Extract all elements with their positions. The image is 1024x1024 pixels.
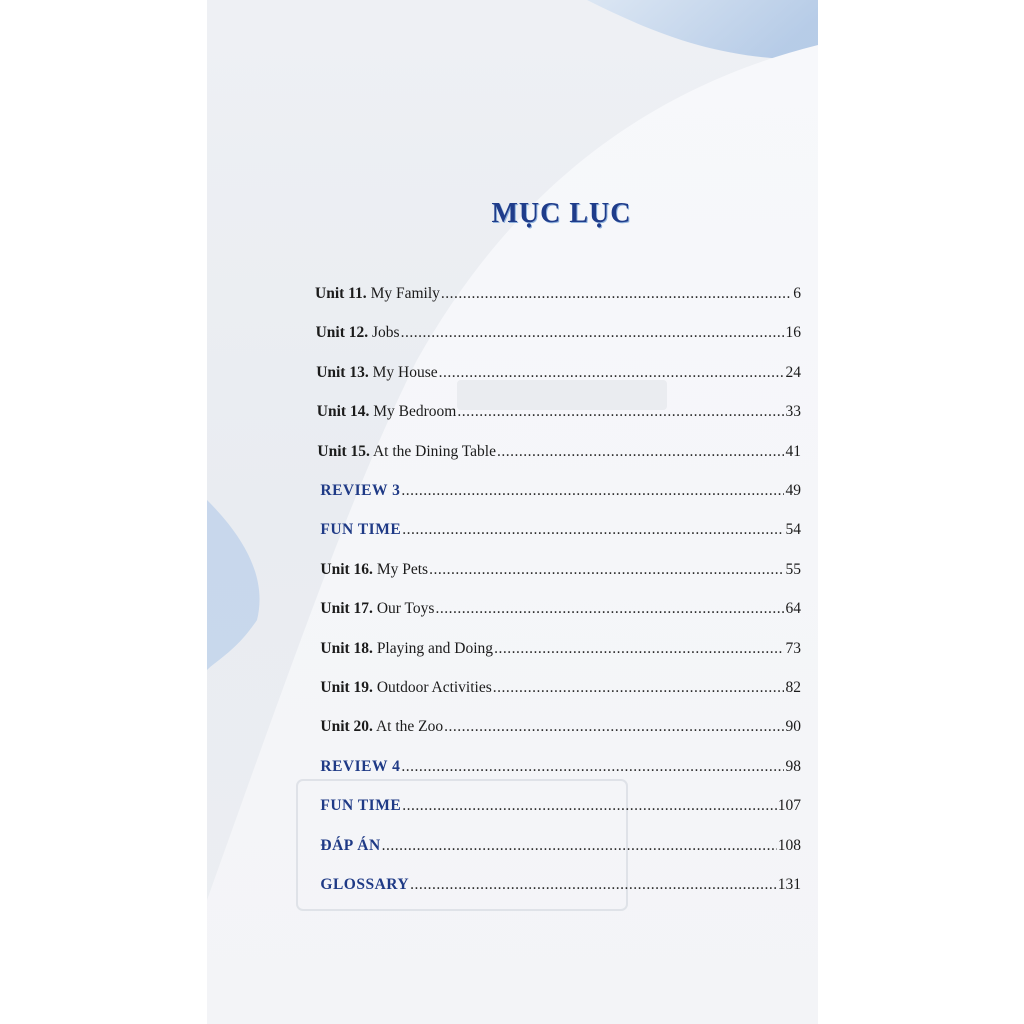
toc-entry-label (320, 837, 380, 855)
toc-entry (320, 837, 801, 855)
toc-page-number: 90 (785, 718, 801, 736)
dot-leader (410, 876, 777, 894)
dot-leader (401, 758, 784, 776)
toc-entry (316, 364, 801, 382)
toc-entry-title: Playing and Doing (372, 639, 494, 657)
toc-entry-label (317, 403, 457, 421)
toc-entry-number: GLOSSARY (320, 876, 410, 893)
dot-leader (439, 364, 785, 382)
toc-entry-number: REVIEW 3 (320, 482, 401, 499)
toc-entry-label (320, 521, 401, 539)
toc-entry (320, 561, 801, 579)
toc-page-number: 82 (785, 679, 801, 696)
dot-leader (435, 600, 784, 618)
toc-entry-number: Unit 18. (320, 639, 373, 657)
toc-entry (316, 324, 801, 342)
toc-entry-number: Unit 13. (316, 363, 369, 381)
toc-entry-label (320, 718, 443, 736)
toc-entry-title: At the Dining Table (369, 442, 496, 460)
toc-entry-label (320, 797, 401, 815)
toc-entry-label (316, 324, 400, 342)
toc-entry-label (315, 285, 440, 303)
toc-entry-number: Unit 16. (320, 560, 373, 578)
toc-entry-title: My Bedroom (369, 403, 457, 421)
toc-page-number: 33 (785, 403, 801, 421)
toc-entry-label (317, 443, 496, 461)
toc-entry-label (320, 640, 493, 658)
toc-page-number: 73 (785, 639, 801, 657)
toc-entry-number: Unit 17. (320, 600, 373, 618)
toc-page-number: 6 (793, 285, 801, 302)
toc-entry-number: FUN TIME (320, 521, 402, 539)
dot-leader (497, 443, 784, 461)
toc-entry-label (320, 600, 434, 618)
toc-page-number: 54 (785, 521, 801, 539)
toc-page-number: 41 (785, 442, 801, 460)
dot-leader (493, 679, 785, 697)
book-page (207, 0, 818, 1024)
table-of-contents (207, 0, 818, 1024)
toc-entry (317, 443, 801, 461)
dot-leader (429, 561, 784, 579)
toc-page-number: 107 (777, 797, 801, 815)
toc-entry-title: Jobs (368, 324, 400, 342)
toc-entry (320, 758, 801, 776)
toc-entry (317, 403, 801, 421)
toc-entry (320, 679, 801, 697)
dot-leader (382, 837, 777, 855)
toc-entry-number: Unit 19. (320, 679, 373, 696)
toc-entry-label (316, 364, 437, 382)
toc-entry (320, 876, 801, 894)
toc-entry-label (320, 679, 491, 697)
toc-page-number: 16 (785, 324, 801, 342)
toc-entry-title: My Family (366, 285, 440, 302)
toc-entry-number: Unit 11. (315, 285, 367, 302)
toc-entry (320, 718, 801, 736)
toc-entry (320, 521, 801, 539)
toc-page-number: 64 (785, 600, 801, 618)
dot-leader (401, 482, 784, 500)
toc-entry (320, 797, 801, 815)
toc-page-number: 49 (785, 482, 801, 499)
toc-page-number: 98 (785, 757, 801, 775)
toc-entry-number: Unit 15. (317, 442, 370, 460)
dot-leader (457, 403, 784, 421)
toc-entry (320, 600, 801, 618)
toc-page-number: 108 (777, 836, 801, 854)
toc-entry-label (320, 758, 400, 776)
toc-entry-number: Unit 12. (315, 324, 369, 342)
toc-entry (320, 640, 801, 658)
toc-entry-label (320, 561, 428, 579)
toc-entry-label (320, 876, 409, 894)
toc-entry-title: At the Zoo (372, 718, 444, 736)
toc-entry-title: My House (368, 363, 438, 381)
toc-entry-number: Unit 20. (320, 718, 373, 736)
toc-entry-label (320, 482, 400, 500)
dot-leader (444, 718, 784, 736)
toc-page-number: 55 (785, 560, 801, 578)
toc-page-number: 131 (777, 876, 801, 893)
toc-entry-title: Outdoor Activities (372, 679, 492, 696)
page-title: MỤC LỤC (491, 198, 632, 229)
toc-entry-number: REVIEW 4 (320, 757, 401, 775)
toc-entry-title: My Pets (372, 560, 429, 578)
toc-entry (315, 285, 801, 303)
dot-leader (402, 521, 784, 539)
toc-entry-number: Unit 14. (316, 403, 370, 421)
toc-entry (320, 482, 801, 500)
dot-leader (402, 797, 777, 815)
toc-entry-title: Our Toys (372, 600, 435, 618)
toc-entry-number: ĐÁP ÁN (320, 836, 381, 854)
toc-page-number: 24 (785, 363, 801, 381)
dot-leader (401, 324, 785, 342)
dot-leader (494, 640, 784, 658)
toc-entry-number: FUN TIME (320, 797, 402, 815)
dot-leader (441, 285, 792, 303)
